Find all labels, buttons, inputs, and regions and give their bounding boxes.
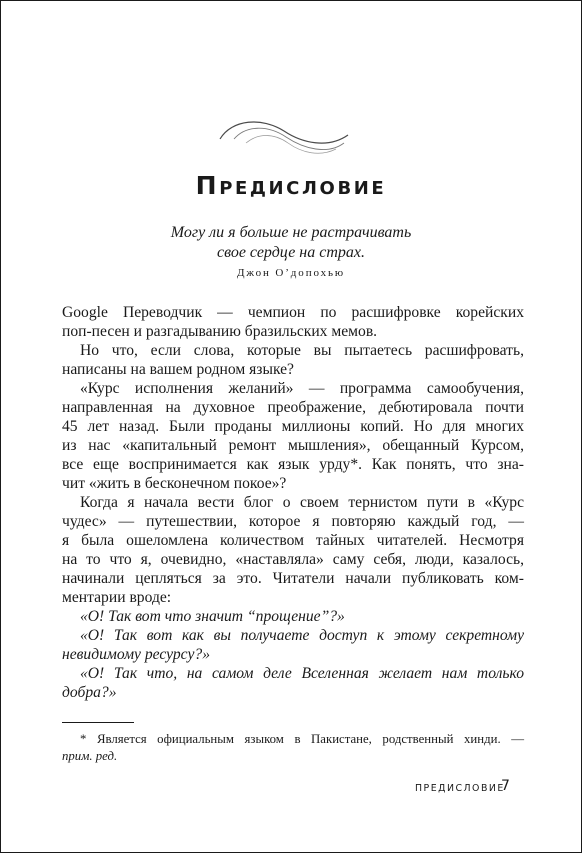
epigraph-line: свое сердце на страх. — [216, 244, 365, 261]
body-line: чудес» — путешествии, которое я повторяю каждый год, — — [62, 513, 524, 530]
body-line: я была ошеломлена количеством тайных читателей. Несмотря — [62, 532, 524, 549]
body-line: из нас «капитальный ремонт мышления», обещанный Курсом, — [62, 437, 524, 454]
body-line: начинали цепляться за это. Читатели начали публиковать ком- — [62, 570, 524, 587]
body-line: добра?» — [62, 684, 117, 701]
body-line: чит «жить в бесконечном покое»? — [62, 475, 287, 492]
chapter-title: Предисловие — [195, 171, 387, 200]
page-number: 7 — [501, 778, 510, 794]
body-line: Google Переводчик — чемпион по расшифровке корейских — [62, 304, 524, 321]
body-line: написаны на вашем родном языке? — [62, 361, 294, 378]
footnote — [62, 731, 524, 765]
swirl-ornament-icon — [216, 113, 352, 159]
footnote-divider — [62, 722, 134, 723]
body-line: «Курс исполнения желаний» — программа самообучения, — [80, 380, 524, 397]
footnote-line: * Является официальным языком в Пакистане, родственный хинди. — — [80, 732, 524, 746]
body-line: поп-песен и разгадыванию бразильских мемов. — [62, 323, 378, 340]
body-line: Когда я начала вести блог о своем тернистом пути в «Курс — [80, 494, 524, 511]
body-line: ментарии вроде: — [62, 589, 172, 606]
body-text — [62, 303, 524, 702]
epigraph-author: Джон О’допохью — [236, 267, 346, 279]
epigraph — [1, 223, 581, 263]
body-line: «О! Так вот как вы получаете доступ к этому секретному — [80, 627, 524, 644]
body-line: все еще воспринимается как язык урду*. Как понять, что зна- — [62, 456, 524, 473]
body-line: на то что я, очевидно, «наставляла» саму себя, люди, казалось, — [62, 551, 524, 568]
body-line: 45 лет назад. Были проданы миллионы копий. Но для многих — [62, 418, 524, 435]
body-line: Но что, если слова, которые вы пытаетесь расшифровать, — [80, 342, 524, 359]
body-line: «О! Так вот что значит “прощение”?» — [80, 608, 345, 625]
body-line: невидимому ресурсу?» — [62, 646, 211, 663]
running-head: ПРЕДИСЛОВИЕ — [415, 783, 505, 794]
body-line: «О! Так что, на самом деле Вселенная желает нам только — [80, 665, 524, 682]
body-line: направленная на духовное преображение, дебютировала почти — [62, 399, 524, 416]
epigraph-line: Могу ли я больше не растрачивать — [170, 224, 412, 241]
footnote-line: прим. ред. — [62, 749, 118, 763]
